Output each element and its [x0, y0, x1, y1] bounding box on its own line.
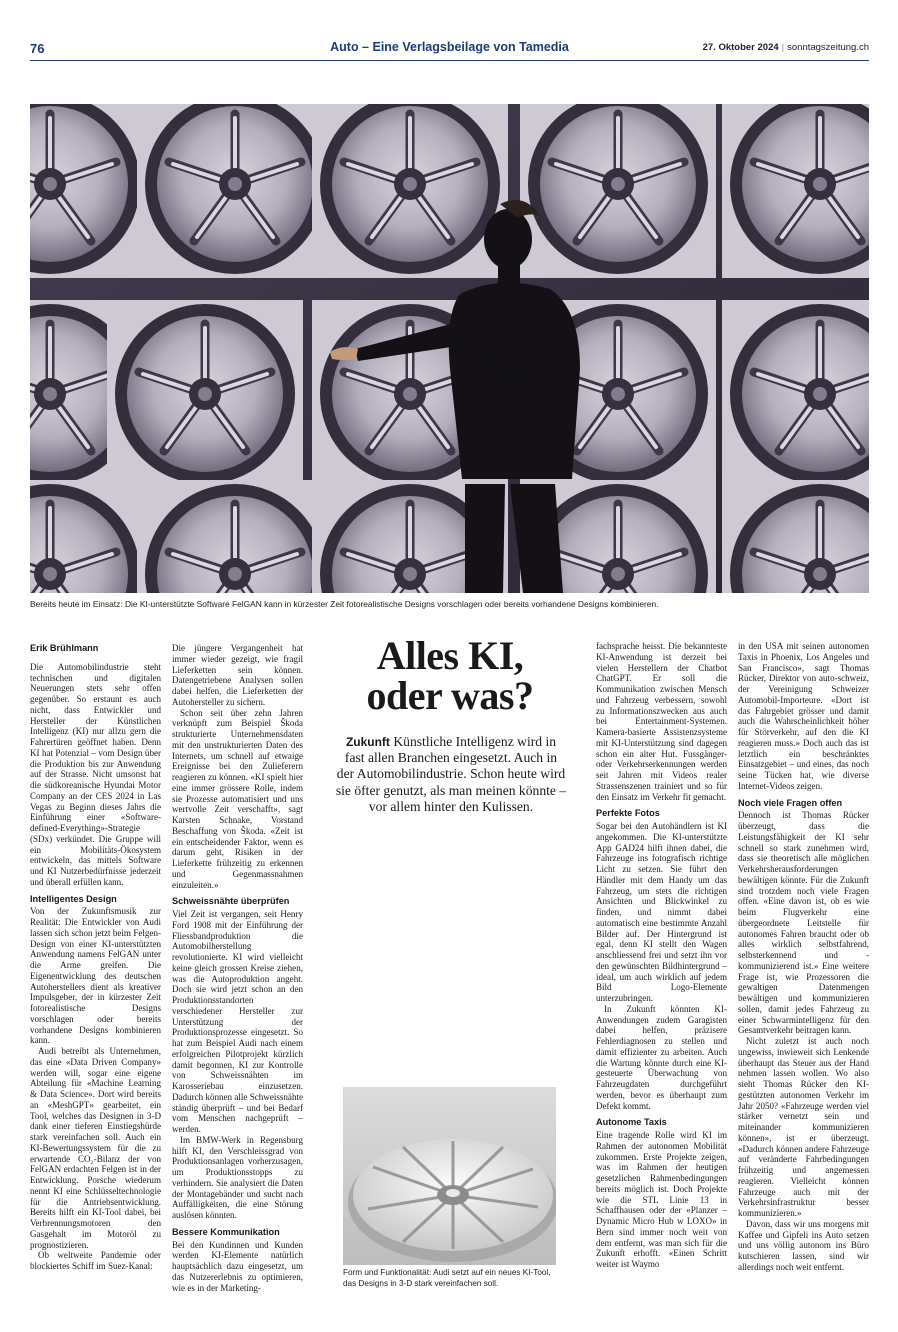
paragraph: Von der Zukunftsmusik zur Realität: Die Entwickler von Audi lassen sich schon jetzt beim Felgen-Design von einer KI-unterstützten Anwendung namens FelGAN unter die Arme greifen. Die Eigenentwicklung des deutschen Autoherstellers dient als kreativer Impulsgeber, der in kürzester Zeit fotorealistische Designs vorschlagen oder bereits vorhandene Designs kombinieren kann.: [30, 906, 161, 1046]
paragraph: Davon, dass wir uns morgens mit Kaffee und Gipfeli ins Auto setzen und uns völlig autonom ins Büro kutschieren lassen, sind wir allerdings noch weit entfernt.: [738, 1218, 869, 1272]
paragraph: in den USA mit seinen autonomen Taxis in Phoenix, Los Angeles und San Francisco», sagt Thomas Rücker, Direktor von auto-schweiz, der Vereinigung Schweizer Automobil-Importeure. «Dort ist das Fahrgebiet grösser und damit auch die Wahrscheinlichkeit höher für Störverkehr, auf den die KI reagieren muss.» Doch auch das ist letztlich ein beschränktes Einsatzgebiet – und eines, das noch seine Tücken hat, wie diverse Internet-Videos zeigen.: [738, 641, 869, 791]
article-headline: [316, 633, 584, 718]
article-column-1: [30, 643, 161, 1272]
kicker: Zukunft: [345, 735, 390, 749]
hero-caption: Bereits heute im Einsatz: Die KI-unterstützte Software FelGAN kann in kürzester Zeit fotorealistische Designs vorschlagen oder bereits vorhandene Designs kombinieren.: [30, 599, 659, 609]
website-text: sonntagszeitung.ch: [787, 42, 869, 53]
article-column-5: [738, 641, 869, 1273]
wheel-wall-illustration: [30, 104, 869, 593]
headline-line-1: Alles KI,: [376, 633, 524, 678]
article-lead: [335, 734, 567, 815]
rim-photo-caption: Form und Funktionalität: Audi setzt auf ein neues KI-Tool, das Designs in 3-D stark vereinfachen soll.: [343, 1268, 551, 1288]
paragraph: Die jüngere Vergangenheit hat immer wieder gezeigt, wie fragil Lieferketten sein können. Datengetriebene Analysen sollen dabei helfen, die Lieferketten der Autohersteller zu sichern.: [172, 643, 303, 707]
issue-date: [703, 42, 869, 53]
lead-text: Künstliche Intelligenz wird in fast allen Branchen eingesetzt. Auch in der Automobilindustrie. Schon heute wird sie öfter genutzt, als man meinen könnte – vor allem hinter den Kulissen.: [335, 734, 567, 814]
paragraph: Audi betreibt als Unternehmen, das eine «Data Driven Company» werden will, sogar eine eigene Abteilung für «Machine Learning & Data Science». Dort wird bereits an «MeshGPT» gearbeitet, ein Tool, welches das Designen in 3-D dank einer tieferen Einstiegshürde stark vereinfachen soll. Auch ein KI-Bewertungssystem für die zu erwartende CO₂-Bilanz der von FelGAN erdachten Felgen ist in der Entwicklung. Porsche wiederum nennt KI eine Schlüsseltechnologie für die Antriebsentwicklung. Bereits hilft ein KI-Tool dabei, bei Verbrennungsmotoren den Gasgehalt im Motoröl zu prognostizieren.: [30, 1046, 161, 1250]
article-column-4: [596, 641, 727, 1270]
hero-photo: [30, 104, 869, 593]
subheading: Noch viele Fragen offen: [738, 797, 843, 808]
subheading: Intelligentes Design: [30, 893, 117, 904]
date-text: 27. Oktober 2024: [702, 42, 779, 53]
paragraph: fachsprache heisst. Die bekannteste KI-Anwendung ist derzeit bei vielen Herstellern der Chatbot ChatGPT. Er soll die Kommunikation zwischen Mensch und Fahrzeug verbessern, sowohl zu Informationszwecken aus auch bei Entertainment-Systemen. Kamera-basierte Assistenzsysteme mit KI-Unterstützung sind dagegen schon ein alter Hut. Fussgänger- oder Verkehrserkennungen werden seit Jahren mit Videos realer Strassenszenen trainiert und so für den Einsatz im Verkehr fit gemacht.: [596, 641, 727, 802]
section-title: Auto – Eine Verlagsbeilage von Tamedia: [330, 40, 569, 54]
page-header: [30, 40, 869, 61]
paragraph: Ob weltweite Pandemie oder blockiertes Schiff im Suez-Kanal:: [30, 1250, 161, 1271]
article-column-2: [172, 643, 303, 1293]
paragraph: Dennoch ist Thomas Rücker überzeugt, dass die Leistungsfähigkeit der KI sehr schnell so stark zunehmen wird, dass sie theoretisch alle möglichen Verkehrsherausforderungen bewältigen könnte. Für die Zukunft sind trotzdem noch viele Fragen offen. «Eine davon ist, ob es wie beim Flugverkehr eine übergeordnete Leitstelle für autonomes Fahren braucht oder ob alles wirklich selbstfahrend, selbsterkennend und -kommunizierend ist.» Eine weitere Frage ist, wie Prozessoren die gewaltigen Datenmengen bewältigen und kommunizieren sollen, damit jedes Fahrzeug zu einer Schwarmintelligenz für den Gesamtverkehr beitragen kann.: [738, 810, 869, 1036]
headline-line-2: oder was?: [366, 673, 534, 718]
subheading: Bessere Kommunikation: [172, 1226, 280, 1237]
subheading: Autonome Taxis: [596, 1117, 667, 1128]
divider: |: [781, 42, 785, 53]
paragraph: Viel Zeit ist vergangen, seit Henry Ford 1908 mit der Einführung der Fliessbandproduktion die Automobilherstellung revolutionierte. KI wird vielleicht keine gleich grossen Kreise ziehen, was die Autoproduktion angeht. Doch sie wird jetzt schon an den Produktionsstandorten verschiedener Hersteller zur Unterstützung der Produktionsprozesse eingesetzt. So hat zum Beispiel Audi nach einem erfolgreichen Pilotprojekt kürzlich damit begonnen, KI zur Kontrolle von Schweissnähten im Karosseriebau einzusetzen. Dadurch können alle Schweissnähte ständig überprüft – und bei Bedarf vom Menschen nachgeprüft – werden.: [172, 909, 303, 1134]
paragraph: Bei den Kundinnen und Kunden werden KI-Elemente natürlich hauptsächlich dazu eingesetzt, um das Nutzererlebnis zu optimieren, wie es in der Marketing-: [172, 1239, 303, 1293]
subheading: Schweissnähte überprüfen: [172, 896, 290, 907]
paragraph: Die Automobilindustrie steht technischen und digitalen Neuerungen stets sehr offen gegenüber. So erstaunt es auch nicht, dass Entwickler und Hersteller der Künstlichen Intelligenz (KI) nur allzu gern die Fahrertüren geöffnet haben. Denn KI hat Potenzial – vom Design über die Produktion bis zur Anwendung auf der Strasse. Nicht umsonst hat die südkoreanische Hyundai Motor Company an der CES 2024 in Las Vegas zu Beginn dieses Jahrs die Einführung einer «Software-defined-Everything»-Strategie (SDx) verkündet. Die Gruppe will ein Mobilitäts-Ökosystem entwickeln, das mittels Software und KI Nutzerbedürfnisse jederzeit und überall erfüllen kann.: [30, 661, 161, 887]
paragraph: In Zukunft könnten KI-Anwendungen zudem Garagisten dabei helfen, präzisere Fehlerdiagnosen zu stellen und damit effizienter zu arbeiten. Auch die Wartung könnte durch eine KI-gesteuerte Überwachung von Fahrzeugdaten durchgeführt werden, bevor es überhaupt zum Defekt kommt.: [596, 1003, 727, 1111]
paragraph: Schon seit über zehn Jahren verknüpft zum Beispiel Škoda strukturierte Unternehmensdaten mit den unstrukturierten Daten des Internets, um schnell auf etwaige Ereignisse bei den Zulieferern reagieren zu können. «KI spielt hier eine immer grössere Rolle, indem sie Prozesse automatisiert und uns wertvolle Zeit verschafft», sagt Karsten Schnake, Vorstand Beschaffung von Škoda. «Zeit ist ein entscheidender Faktor, wenn es darum geht, Risiken in der Lieferkette frühzeitig zu erkennen und Gegenmassnahmen einzuleiten.»: [172, 707, 303, 890]
page-number: 76: [30, 41, 45, 56]
author-byline: Erik Brühlmann: [30, 643, 99, 653]
subheading: Perfekte Fotos: [596, 808, 660, 819]
rim-3d-photo: [343, 1087, 556, 1265]
paragraph: Eine tragende Rolle wird KI im Rahmen der autonomen Mobilität zukommen. Erste Projekte zeigen, was im Rahmen der heutigen gesetzlichen Rahmenbedingungen bereits möglich ist. Doch Projekte wie die STL Linie 13 in Schaffhausen oder der «Planzer – Dynamic Micro Hub w LOXO» in Bern sind immer noch weit von dem entfernt, was man sich für die Zukunft erhofft. «Einen Schritt weiter ist Waymo: [596, 1130, 727, 1269]
paragraph: Im BMW-Werk in Regensburg hilft KI, den Verschleissgrad von Produktionsanlagen vorherzusagen, um Produktionsstopps zu verhindern. Sie analysiert die Daten der Montagebänder und sucht nach Auffälligkeiten, die eine Störung auslösen könnten.: [172, 1134, 303, 1220]
rim-model-illustration: [343, 1087, 556, 1265]
paragraph: Sogar bei den Autohändlern ist KI angekommen. Die KI-unterstützte App GAD24 hilft ihnen dabei, die Fahrzeuge ins fotografisch richtige Licht zu setzen. Sie führt den Händler mit dem Handy um das Fahrzeug, um stets die richtigen Ansichten und Blickwinkel zu finden, und nimmt dabei automatisch eine bestimmte Anzahl Bilder auf. Der Hintergrund ist egal, denn KI stellt den Wagen anschliessend frei und setzt ihn vor den gewünschten Bildhintergrund – ideal, um auch wirklich auf jedem Bild Logo-Elemente unterzubringen.: [596, 821, 727, 1003]
paragraph: Nicht zuletzt ist auch noch ungewiss, inwieweit sich Lenkende überhaupt das Steuer aus der Hand nehmen lassen wollen. Wo also sieht Thomas Rücker den KI-gestützten autonomen Verkehr im Jahr 2050? «Fahrzeuge werden viel stärker vernetzt sein und miteinander kommunizieren können», ist er überzeugt. «Dadurch können andere Fahrzeuge auf veränderte Fahrbedingungen frühzeitig und angemessen reagieren. Vielleicht können Fahrzeuge auch mit der Verkehrsinfrastruktur besser kommunizieren.»: [738, 1036, 869, 1218]
